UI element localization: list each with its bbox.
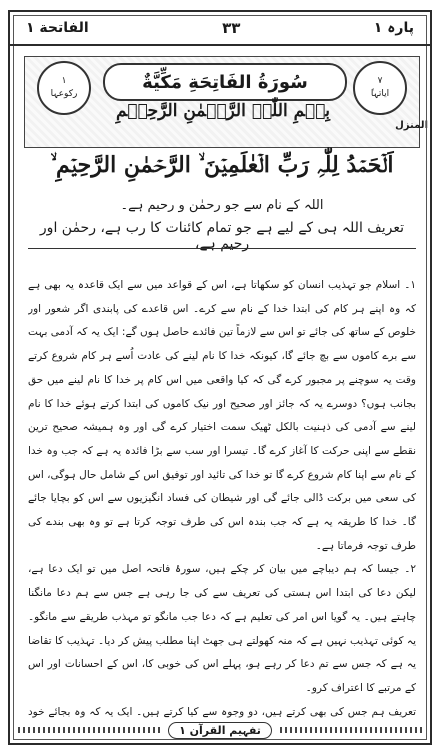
medal-number: ۷ [377,76,383,86]
commentary-paragraph: ۱۔ اسلام جو تہذیب انسان کو سکھاتا ہے، اس کے قواعد میں سے ایک قاعدہ یہ بھی ہے کہ وہ اپنے ہر کام کی ابتدا خدا کے نام سے کرے۔ اس قاعدے کی پابندی اگر شعور اور خلوص کے ساتھ کی جائے تو اس سے لازماً تین فائدے حاصل ہوں گے: ایک یہ کہ آدمی بہت سے برے کاموں سے بچ جائے گا، کیونکہ خدا کا نام لینے کی عادت اُسے ہر کام شروع کرتے وقت یہ سوچنے پر مجبور کرے گی کہ کیا واقعی میں اس کام پر خدا کا نام لینے میں حق بجانب ہوں؟ دوسرے یہ کہ جائز اور صحیح اور نیک کاموں کی ابتدا کرتے ہوئے خدا کا نام لینے سے آدمی کی ذہنیت بالکل ٹھیک سمت اختیار کرے گی اور وہ ہمیشہ صحیح ترین نقطے سے اپنی حرکت کا آغاز کرے گا۔ تیسرا اور سب سے بڑا فائدہ یہ ہے کہ جب وہ خدا کے نام سے اپنا کام شروع کرے گا تو خدا کی تائید اور توفیق اس کے شامل حال ہوگی، اس کی سعی میں برکت ڈالی جائے گی اور شیطان کی فساد انگیزیوں سے اس کو بچایا جائے گا۔ خدا کا طریقہ یہ ہے کہ جب بندہ اس کی طرف توجہ کرتا ہے تو وہ بھی بندے کی طرف توجہ فرماتا ہے۔ [28,279,416,552]
page-frame [8,10,432,745]
manzil-marker: المنزل [395,120,428,131]
juz-label: پارہ ۱ [373,20,414,36]
commentary-paragraph: تعریف ہم جس کی بھی کرتے ہیں، دو وجوہ سے کیا کرتے ہیں۔ ایک یہ کہ وہ بجائے خود [28,705,416,718]
ruku-count-medallion [37,61,91,115]
surah-reference: الفاتحة ۱ [26,20,89,36]
translation-line-2: تعریف اللہ ہی کے لیے ہے جو تمام کائنات کا رب ہے، رحمٰن اور رحیم ہے، [39,220,405,252]
commentary-body [28,274,416,720]
footer-label: تفہیم القرآن ۱ [168,722,272,739]
basmala: بِسۡمِ اللّٰہِ الرَّحۡمٰنِ الرَّحِیۡمِ [115,101,331,121]
translation-line-1: اللہ کے نام سے جو رحمٰن و رحیم ہے۔ [120,198,324,213]
surah-title-text: سُورَةُ الفَاتِحَةِ مَكِّيَّةٌ [142,71,308,93]
medal-number: ۱ [61,76,67,86]
ayat-count-medallion [353,61,407,115]
divider-rule [28,248,416,249]
medal-caption: رکوعہا [50,89,78,99]
medal-caption: ٰایاتہا [370,89,390,99]
surah-title [103,63,347,101]
surah-heading-box [24,56,420,148]
arabic-verse: اَلۡحَمۡدُ لِلّٰہِ رَبِّ الۡعٰلَمِیۡنَ ۙ الرَّحۡمٰنِ الرَّحِیۡمِ ۙ [50,152,394,178]
page-footer [10,717,430,743]
commentary-paragraph: ۲۔ جیسا کہ ہم دیباچے میں بیان کر چکے ہیں، سورۂ فاتحہ اصل میں تو ایک دعا ہے، لیکن دعا کی ابتدا اس ہستی کی تعریف سے کی جا رہی ہے جس سے ہم دعا مانگنا چاہتے ہیں۔ یہ گویا اس امر کی تعلیم ہے کہ دعا جب مانگو تو مہذب طریقے سے مانگو۔ یہ کوئی تہذیب نہیں ہے کہ منہ کھولتے ہی جھٹ اپنا مطلب پیش کر دیا۔ تہذیب کا تقاضا یہ ہے کہ جس سے تم دعا کر رہے ہو، پہلے اس کی خوبی کا، اس کے احسانات اور اس کے مرتبے کا اعتراف کرو۔ [28,563,416,694]
footer-ornament [280,727,422,733]
page-number: ۳۳ [222,19,241,37]
page-header [10,12,430,46]
footer-ornament [18,727,160,733]
